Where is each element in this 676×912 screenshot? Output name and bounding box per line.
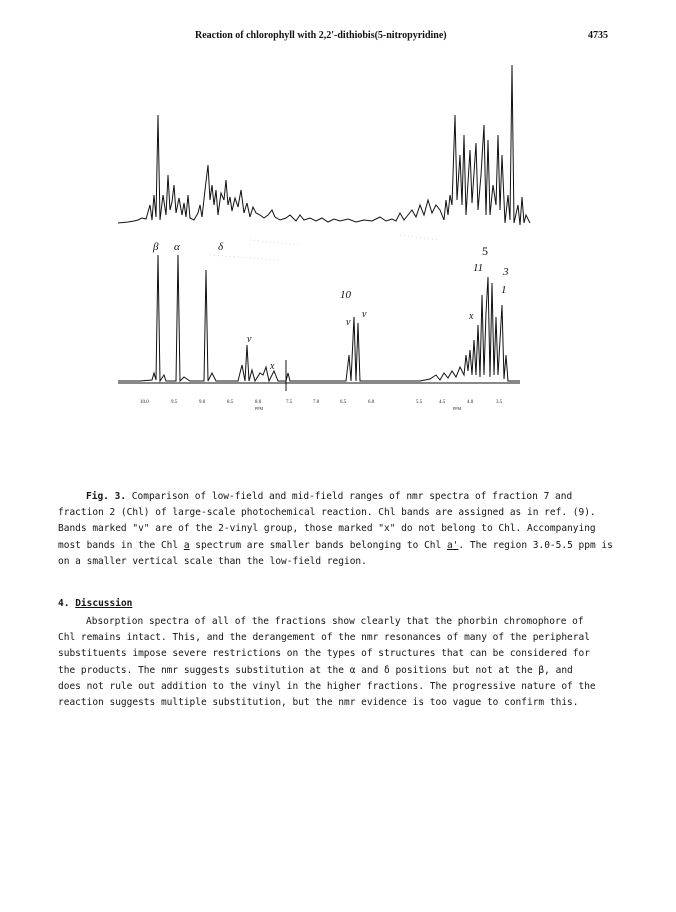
axis-unit-right: PPM xyxy=(453,406,462,411)
bottom-spectrum-trace xyxy=(118,255,520,381)
top-label-alpha: α xyxy=(174,241,180,253)
section-title: Discussion xyxy=(75,598,133,609)
caption-text-2: spectrum are smaller bands belonging to Chl xyxy=(189,539,447,551)
caption-text-1: Comparison of low-field and mid-field ranges of nmr spectra of fraction 7 and fraction 2 (Chl) of large-scale photochemical reaction. Chl bands are assigned as in ref. (9). Bands marked "v" are of the 2-vinyl group, those marked "x" do not belong to Chl. Accompanying most bands in the Chl xyxy=(58,491,596,551)
tick-label: 10.0 xyxy=(140,400,149,405)
caption-text-3: . The region 3.0-5.5 ppm is on a smaller vertical scale than the low-field region. xyxy=(58,539,613,567)
bottom-label-v-3: v xyxy=(247,334,252,345)
bottom-spectrum xyxy=(118,255,520,391)
caption-underlined-a: a xyxy=(183,539,190,551)
tick-label: 8.5 xyxy=(227,400,234,405)
tick-label: 7.5 xyxy=(286,400,293,405)
top-spectrum-trace xyxy=(118,65,530,225)
bottom-label-3: 3 xyxy=(503,266,509,278)
tick-label: 5.5 xyxy=(416,400,423,405)
bottom-label-v-1: v xyxy=(346,317,351,328)
top-spectrum xyxy=(118,65,530,225)
bottom-label-11: 11 xyxy=(473,262,484,274)
discussion-paragraph: Absorption spectra of all of the fractions show clearly that the phorbin chromophore of Chl remains intact. This, and the derangement of the nmr resonances of many of the peripheral substituents impose severe restrictions on the types of structures that can be considered for the products. The nmr suggests substitution at the α and δ positions but not at the β, and does not rule out addition to the vinyl in the higher fractions. The progressive nature of the reaction suggests multiple substitution, but the nmr evidence is too vague to confirm this. xyxy=(58,616,596,709)
bottom-label-1: 1 xyxy=(501,284,507,296)
nmr-spectra-figure xyxy=(100,55,560,415)
background-noise xyxy=(210,235,440,260)
figure-label: Fig. 3. xyxy=(86,491,127,502)
page-number: 4735 xyxy=(588,30,608,41)
bottom-label-10: 10 xyxy=(340,289,351,301)
x-axis xyxy=(140,400,503,411)
tick-label: 9.0 xyxy=(199,400,206,405)
figure-caption xyxy=(58,489,618,570)
top-label-delta: δ xyxy=(218,241,224,253)
section-number: 4. xyxy=(58,598,70,609)
top-label-beta: β xyxy=(153,241,159,253)
axis-unit-left: PPM xyxy=(255,406,264,411)
tick-label: 6.0 xyxy=(368,400,375,405)
caption-underlined-a-prime: a' xyxy=(446,539,459,551)
tick-label: 6.5 xyxy=(340,400,347,405)
bottom-label-5: 5 xyxy=(482,244,488,258)
tick-label: 9.5 xyxy=(171,400,178,405)
section-heading xyxy=(58,598,132,609)
bottom-label-x-2: x xyxy=(469,311,474,322)
tick-label: 3.5 xyxy=(496,400,503,405)
tick-label: 8.0 xyxy=(255,400,262,405)
tick-label: 7.0 xyxy=(313,400,320,405)
tick-label: 4.5 xyxy=(439,400,446,405)
bottom-label-v-2: v xyxy=(362,309,367,320)
running-title: Reaction of chlorophyll with 2,2′-dithiobis(5-nitropyridine) xyxy=(195,30,447,41)
bottom-label-x-1: x xyxy=(270,361,275,372)
tick-label: 4.0 xyxy=(467,400,474,405)
